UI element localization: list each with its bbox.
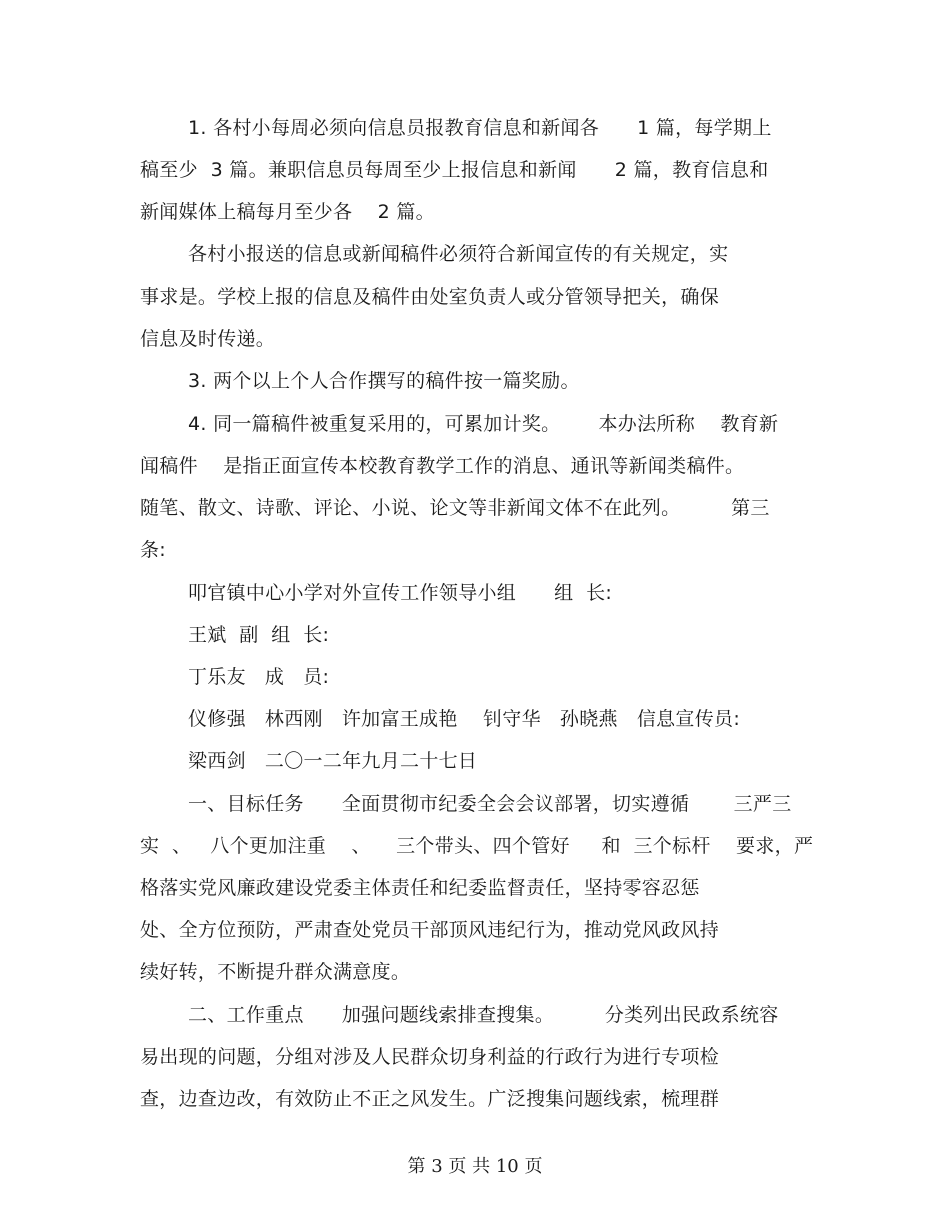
text-line: 条:	[140, 539, 167, 561]
text-line: 随笔、散文、诗歌、评论、小说、论文等非新闻文体不在此列。 第三	[140, 497, 770, 519]
text-line: 易出现的问题，分组对涉及人民群众切身利益的行政行为进行专项检	[140, 1046, 720, 1068]
text-line: 格落实党风廉政建设党委主体责任和纪委监督责任，坚持零容忍惩	[140, 877, 700, 899]
text-line: 一、目标任务 全面贯彻市纪委全会会议部署，切实遵循 三严三	[188, 793, 792, 815]
text-line: 处、全方位预防，严肃查处党员干部顶风违纪行为，推动党风政风持	[140, 919, 720, 941]
text-line: 新闻媒体上稿每月至少各 2 篇。	[140, 201, 435, 223]
text-line: 4. 同一篇稿件被重复采用的，可累加计奖。 本办法所称 教育新	[188, 413, 779, 435]
text-line: 王斌 副 组 长:	[188, 624, 330, 646]
text-line: 续好转，不断提升群众满意度。	[140, 961, 411, 983]
text-line: 查，边查边改，有效防止不正之风发生。广泛搜集问题线索，梳理群	[140, 1088, 720, 1110]
text-line: 信息及时传递。	[140, 328, 276, 350]
text-line: 梁西剑 二〇一二年九月二十七日	[188, 750, 478, 772]
text-line: 1. 各村小每周必须向信息员报教育信息和新闻各 1 篇，每学期上	[188, 117, 772, 139]
text-line: 丁乐友 成 员:	[188, 666, 330, 688]
text-line: 叩官镇中心小学对外宣传工作领导小组 组 长:	[188, 582, 613, 604]
text-line: 实 、 八个更加注重 、 三个带头、四个管好 和 三个标杆 要求，严	[140, 835, 814, 857]
text-line: 事求是。学校上报的信息及稿件由处室负责人或分管领导把关，确保	[140, 286, 720, 308]
text-line: 稿至少 3 篇。兼职信息员每周至少上报信息和新闻 2 篇，教育信息和	[140, 159, 769, 181]
text-line: 闻稿件 是指正面宣传本校教育教学工作的消息、通讯等新闻类稿件。	[140, 455, 745, 477]
text-line: 3. 两个以上个人合作撰写的稿件按一篇奖励。	[188, 370, 580, 392]
text-line: 各村小报送的信息或新闻稿件必须符合新闻宣传的有关规定，实	[188, 243, 729, 265]
text-line: 仪修强 林西刚 许加富王成艳 钊守华 孙晓燕 信息宣传员:	[188, 708, 741, 730]
text-line: 二、工作重点 加强问题线索排查搜集。 分类列出民政系统容	[188, 1004, 779, 1026]
page-number-footer: 第 3 页 共 10 页	[407, 1156, 543, 1177]
